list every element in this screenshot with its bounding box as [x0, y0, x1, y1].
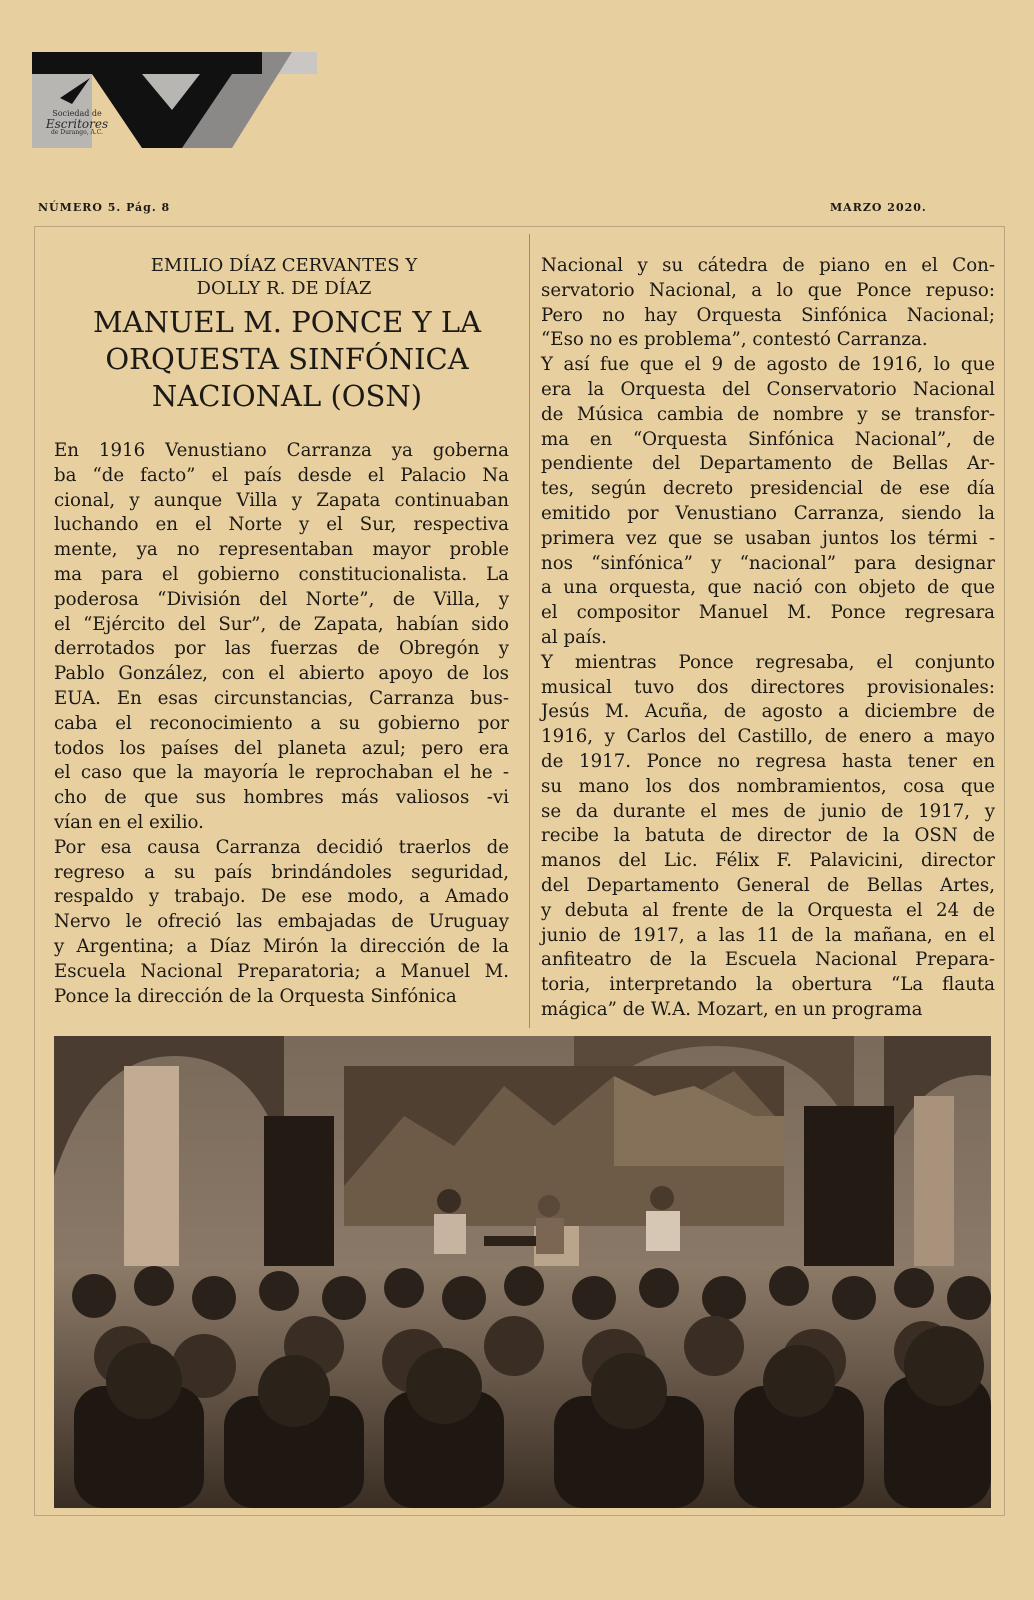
text-line: caba el reconocimiento a su gobierno por — [54, 712, 509, 734]
title-line: MANUEL M. PONCE Y LA — [92, 305, 482, 339]
logo-line-1: Sociedad de — [52, 109, 102, 118]
text-line: respaldo y trabajo. De ese modo, a Amado — [54, 886, 509, 908]
issue-date: MARZO 2020. — [830, 201, 927, 214]
text-line: de Música cambia de nombre y se transfor- — [541, 403, 995, 425]
text-line: ma en “Orquesta Sinfónica Nacional”, de — [541, 428, 995, 450]
text-line: su mano los dos nombramientos, cosa que — [541, 775, 995, 797]
left-column — [54, 254, 509, 1009]
paragraph — [541, 353, 995, 651]
text-line: ma para el gobierno constitucionalista. La — [54, 563, 509, 585]
text-line: mente, ya no representaban mayor proble — [54, 539, 509, 561]
text-line: Nacional y su cátedra de piano en el Con- — [541, 255, 995, 276]
right-body-text — [541, 254, 995, 1023]
text-line: Ponce la dirección de la Orquesta Sinfónica — [54, 985, 457, 1007]
text-line: al país. — [541, 626, 607, 648]
text-line: emitido por Venustiano Carranza, siendo la — [541, 502, 995, 524]
text-line: pendiente del Departamento de Bellas Ar- — [541, 453, 995, 475]
society-name — [36, 110, 118, 136]
text-line: En 1916 Venustiano Carranza ya goberna — [54, 440, 509, 461]
text-line: EUA. En esas circunstancias, Carranza bus- — [54, 687, 509, 709]
title-line: NACIONAL (OSN) — [151, 379, 423, 413]
event-photo — [54, 1036, 991, 1508]
paragraph — [541, 651, 995, 1023]
paragraph — [54, 836, 509, 1010]
text-line: cional, y aunque Villa y Zapata continuaban — [54, 489, 509, 511]
logo-line-3: de Durango, A.C. — [50, 129, 104, 136]
text-line: anfiteatro de la Escuela Nacional Prepara- — [541, 949, 995, 971]
text-line: toria, interpretando la obertura “La flauta — [541, 974, 995, 996]
right-column — [541, 254, 995, 1023]
text-line: y Argentina; a Díaz Mirón la dirección de la — [54, 935, 509, 957]
article-title — [80, 304, 494, 415]
text-line: manos del Lic. Félix F. Palavicini, director — [541, 850, 995, 872]
text-line: Jesús M. Acuña, de agosto a diciembre de — [541, 701, 995, 723]
text-line: ba “de facto” el país desde el Palacio Na — [54, 464, 509, 486]
text-line: derrotados por las fuerzas de Obregón y — [54, 638, 509, 660]
paragraph — [54, 439, 509, 836]
text-line: se da durante el mes de junio de 1917, y — [541, 800, 995, 822]
audience-photo-icon — [54, 1036, 991, 1508]
text-line: musical tuvo dos directores provisionales: — [541, 676, 995, 698]
text-line: cho de que sus hombres más valiosos -vi — [54, 787, 509, 809]
society-logo — [32, 52, 322, 152]
author-line: EMILIO DÍAZ CERVANTES Y — [150, 255, 418, 276]
text-line: vían en el exilio. — [54, 811, 204, 833]
title-line: ORQUESTA SINFÓNICA — [105, 342, 469, 376]
text-line: el compositor Manuel M. Ponce regresara — [541, 602, 995, 624]
column-divider — [529, 234, 530, 1028]
text-line: Por esa causa Carranza decidió traerlos de — [54, 836, 509, 858]
text-line: recibe la batuta de director de la OSN de — [541, 825, 995, 847]
issue-number: NÚMERO 5. Pág. 8 — [38, 201, 171, 214]
text-line: el caso que la mayoría le reprochaban el he - — [54, 762, 509, 784]
text-line: nos “sinfónica” y “nacional” para designar — [541, 552, 995, 574]
text-line: 1916, y Carlos del Castillo, de enero a mayo — [541, 726, 995, 748]
text-line: Pablo González, con el abierto apoyo de los — [54, 663, 509, 685]
text-line: “Eso no es problema”, contestó Carranza. — [541, 329, 928, 351]
left-body-text — [54, 439, 509, 1009]
text-line: mágica” de W.A. Mozart, en un programa — [541, 998, 923, 1020]
text-line: tes, según decreto presidencial de ese día — [541, 478, 995, 500]
text-line: a una orquesta, que nació con objeto de que — [541, 577, 995, 599]
article-authors — [80, 254, 488, 300]
text-line: Nervo le ofreció las embajadas de Uruguay — [54, 911, 509, 933]
text-line: Escuela Nacional Preparatoria; a Manuel M. — [54, 960, 509, 982]
text-line: Y mientras Ponce regresaba, el conjunto — [541, 651, 995, 673]
author-line: DOLLY R. DE DÍAZ — [196, 278, 372, 299]
text-line: todos los países del planeta azul; pero era — [54, 737, 509, 759]
text-line: servatorio Nacional, a lo que Ponce repuso: — [541, 279, 995, 301]
sociedad-escritores-logo-icon — [32, 52, 322, 152]
paragraph — [541, 254, 995, 353]
text-line: Pero no hay Orquesta Sinfónica Nacional; — [541, 304, 995, 326]
text-line: primera vez que se usaban juntos los térmi - — [541, 527, 995, 549]
text-line: poderosa “División del Norte”, de Villa, y — [54, 588, 509, 610]
text-line: Y así fue que el 9 de agosto de 1916, lo que — [541, 354, 995, 376]
text-line: era la Orquesta del Conservatorio Nacional — [541, 378, 995, 400]
text-line: el “Ejército del Sur”, de Zapata, habían sido — [54, 613, 509, 635]
text-line: de 1917. Ponce no regresa hasta tener en — [541, 750, 995, 772]
text-line: luchando en el Norte y el Sur, respectiva — [54, 514, 509, 536]
text-line: regreso a su país brindándoles seguridad, — [54, 861, 509, 883]
text-line: y debuta al frente de la Orquesta el 24 de — [541, 899, 995, 921]
text-line: del Departamento General de Bellas Artes, — [541, 874, 995, 896]
text-line: junio de 1917, a las 11 de la mañana, en el — [541, 924, 995, 946]
logo-line-2: Escritores — [45, 117, 109, 131]
